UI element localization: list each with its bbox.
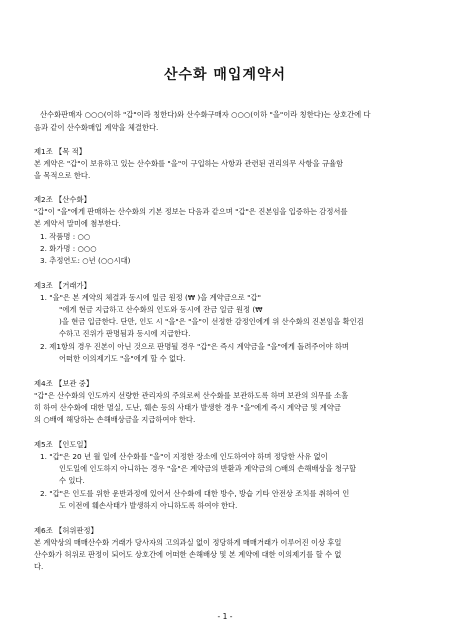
article-6-line: 산수화가 허위로 판정이 되어도 상호간에 어떠한 손해배상 및 본 계약에 대한 이의제기를 할 수 없 — [34, 550, 342, 559]
article-4-line: "갑"은 산수화의 인도까지 선량한 관리자의 주의로써 산수화를 보관하도록 하며 보관의 의무를 소홀 — [34, 391, 349, 400]
article-4-line: 의 ○배에 해당하는 손해배상금을 지급하여야 한다. — [34, 415, 196, 424]
article-1-heading: 제1조 【목 적】 — [34, 147, 87, 156]
article-5-item-1-cont: 인도일에 인도하지 아니하는 경우 "을"은 계약금의 반환과 계약금의 ○배의 손해배상을 청구할 — [59, 464, 357, 473]
article-4-line: 히 하여 산수화에 대한 멸실, 도난, 훼손 등의 사태가 발생한 경우 "을"에게 즉시 계약금 및 계약금 — [34, 403, 341, 412]
article-2-item: 1. 작품명 : ○○ — [40, 232, 91, 241]
article-1-line: 을 목적으로 한다. — [34, 171, 91, 180]
article-5-item-2: 2. "갑"은 인도를 위한 운반과정에 있어서 산수화에 대한 방수, 방습 기타 안전상 조치를 취하여 인 — [40, 489, 350, 498]
article-5-item-1: 1. "갑"은 20 년 월 일에 산수화를 "을"이 지정한 장소에 인도하여야 하며 정당한 사유 없이 — [40, 452, 328, 461]
article-3-heading: 제3조 【거래가】 — [34, 281, 91, 290]
article-2-heading: 제2조 【산수화】 — [34, 195, 91, 204]
document-title: 산수화 매입계약서 — [163, 67, 287, 83]
article-2-line: "갑"이 "을"에게 판매하는 산수화의 기본 정보는 다음과 같으며 "갑"은 진본임을 입증하는 감정서를 — [34, 207, 348, 216]
article-5-heading: 제5조 【인도일】 — [34, 440, 91, 449]
intro-line: 산수화판매자 ○○○(이하 "갑"이라 칭한다)와 산수화구매자 ○○○(이하 "을"이라 칭한다)는 상호간에 다 — [40, 110, 371, 119]
article-3-item-1-cont: 수하고 진위가 판명됨과 동시에 지급한다. — [59, 329, 191, 338]
intro-line: 음과 같이 산수화매입 계약을 체결한다. — [34, 123, 159, 132]
article-1-line: 본 계약은 "갑"이 보유하고 있는 산수화를 "을"이 구입하는 사항과 관련된 권리의무 사항을 규율함 — [34, 159, 344, 168]
article-2-item: 2. 화가명 : ○○○ — [40, 244, 97, 253]
article-6-heading: 제6조 【허위판정】 — [34, 526, 98, 535]
article-2-item: 3. 추정연도: ○년 (○○시대) — [40, 256, 131, 265]
article-2-line: 본 계약서 말미에 첨부한다. — [34, 219, 121, 228]
article-5-item-2-cont: 도 이전에 훼손사태가 발생하지 아니하도록 하여야 한다. — [59, 501, 238, 510]
article-6-line: 다. — [34, 562, 44, 571]
article-3-item-2-cont: 어떠한 이의제기도 "을"에게 할 수 없다. — [59, 354, 186, 363]
article-4-heading: 제4조 【보관 중】 — [34, 379, 94, 388]
article-5-item-1-cont: 수 있다. — [59, 476, 85, 485]
article-3-item-1-cont: )을 현금 입금한다. 단만, 인도 시 "을"은 "을"이 선정한 감정인에게 위 산수화의 진본임을 확인검 — [59, 317, 364, 326]
article-3-item-1: 1. "을"은 본 계약의 체결과 동시에 일금 원정 (₩ )을 계약금으로 "갑" — [40, 293, 261, 302]
page-number: - 1 - — [217, 612, 233, 621]
article-6-line: 본 계약상의 매매산수화 거래가 당사자의 고의과실 없이 정당하게 매매거래가 이루어진 이상 후일 — [34, 538, 342, 547]
article-3-item-2: 2. 제1항의 경우 진본이 아닌 것으로 판명될 경우 "갑"은 즉시 계약금을 "을"에게 돌려주어야 하며 — [40, 342, 349, 351]
article-3-item-1-cont: "에게 현금 지급하고 산수화의 인도와 동시에 잔금 일금 원정 (₩ — [59, 305, 263, 314]
